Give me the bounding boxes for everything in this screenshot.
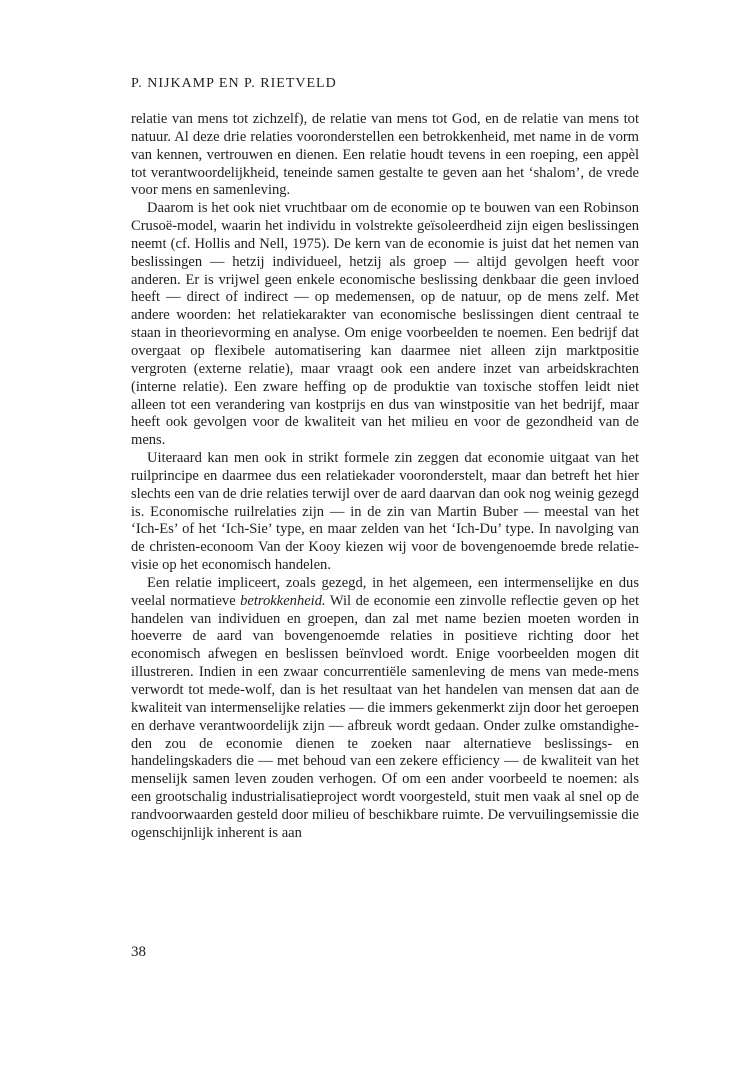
running-head: P. NIJKAMP EN P. RIETVELD <box>131 76 337 91</box>
page-number: 38 <box>131 944 146 960</box>
emphasis-betrokkenheid: betrokkenheid. <box>240 592 326 609</box>
paragraph-4 <box>131 575 639 843</box>
body-text <box>131 111 639 843</box>
paragraph-1: relatie van mens tot zichzelf), de relatie van mens tot God, en de relatie van mens tot natuur. Al deze drie relaties vooronderstellen een betrokkenheid, met name in de vorm van kennen, vertrouwen en dienen. Een relatie houdt tevens in een roeping, een appèl tot verantwoordelijkheid, teneinde samen gestalte te geven aan het ‘shalom’, de vrede voor mens en samenleving. <box>131 111 639 199</box>
paragraph-2: Daarom is het ook niet vruchtbaar om de economie op te bouwen van een Robinson Crusoë-model, waarin het individu in volstrekte geïsoleerdheid zijn eigen beslissingen neemt (cf. Hollis and Nell, 1975). De kern van de economie is juist dat het nemen van beslissingen — hetzij individueel, hetzij als groep — altijd gevolgen heeft voor anderen. Er is vrijwel geen enkele economische beslissing denkbaar die geen invloed heeft — direct of indirect — op medemensen, op de natuur, op de mens zelf. Met andere woorden: het relatiekarakter van economische beslissingen dient centraal te staan in theorievorming en analyse. Om enige voorbeelden te noemen. Een bedrijf dat overgaat op flexibele automatisering kan daarmee niet alleen zijn marktpositie vergroten (externe relatie), maar vraagt ook een andere inzet van arbeidskrachten (interne relatie). Een zware heffing op de produktie van toxische stoffen leidt niet alleen tot een verandering van kostprijs en dus van winstpositie van het bedrijf, maar heeft ook gevolgen voor de kwaliteit van het milieu en voor de gezondheid van de mens. <box>131 200 639 449</box>
paragraph-4-start: Een relatie impliceert, zoals gezegd, in het algemeen, een intermenselijke en dus veelal normatieve <box>131 574 639 609</box>
paragraph-3: Uiteraard kan men ook in strikt formele zin zeggen dat economie uitgaat van het ruilprincipe en daarmee dus een relatiekader vooronderstelt, maar dan betreft het hier slechts een van de drie relaties terwijl over de aard daarvan dan ook nog weinig gezegd is. Economische ruilrelaties zijn — in de zin van Martin Buber — meestal van het ‘Ich-Es’ of het ‘Ich-Sie’ type, en maar zelden van het ‘Ich-Du’ type. In navolging van de christen-econoom Van der Kooy kiezen wij voor de bovengenoemde brede relatie-visie op het economisch handelen. <box>131 450 639 574</box>
paragraph-4-rest: Wil de economie een zinvolle reflectie geven op het handelen van individuen en groepen, dan zal met name bezien moeten worden in hoeverre de aard van bovengenoemde relaties in positieve richting door het economisch afwegen en beslissen beïnvloed wordt. Enige voorbeelden mogen dit illustreren. Indien in een zwaar concurrentiële samenleving de mens van mede-mens verwordt tot mede-wolf, dan is het resultaat van het handelen van mensen dat aan de kwaliteit van intermenselijke relaties — die immers gekenmerkt zijn door het geroepen en derhave verantwoordelijk zijn — afbreuk wordt gedaan. Onder zulke omstandigheden zou de economie dienen te zoeken naar alternatieve beslissings- en handelingskaders die — met behoud van een zekere efficiency — de kwaliteit van het menselijk samen leven zouden verhogen. Of om een ander voorbeeld te noemen: als een grootschalig industrialisatieproject wordt voorgesteld, stuit men vaak al snel op de randvoorwaarden gesteld door milieu of beschikbare ruimte. De vervuilingsemissie die ogenschijnlijk inherent is aan <box>131 592 639 841</box>
